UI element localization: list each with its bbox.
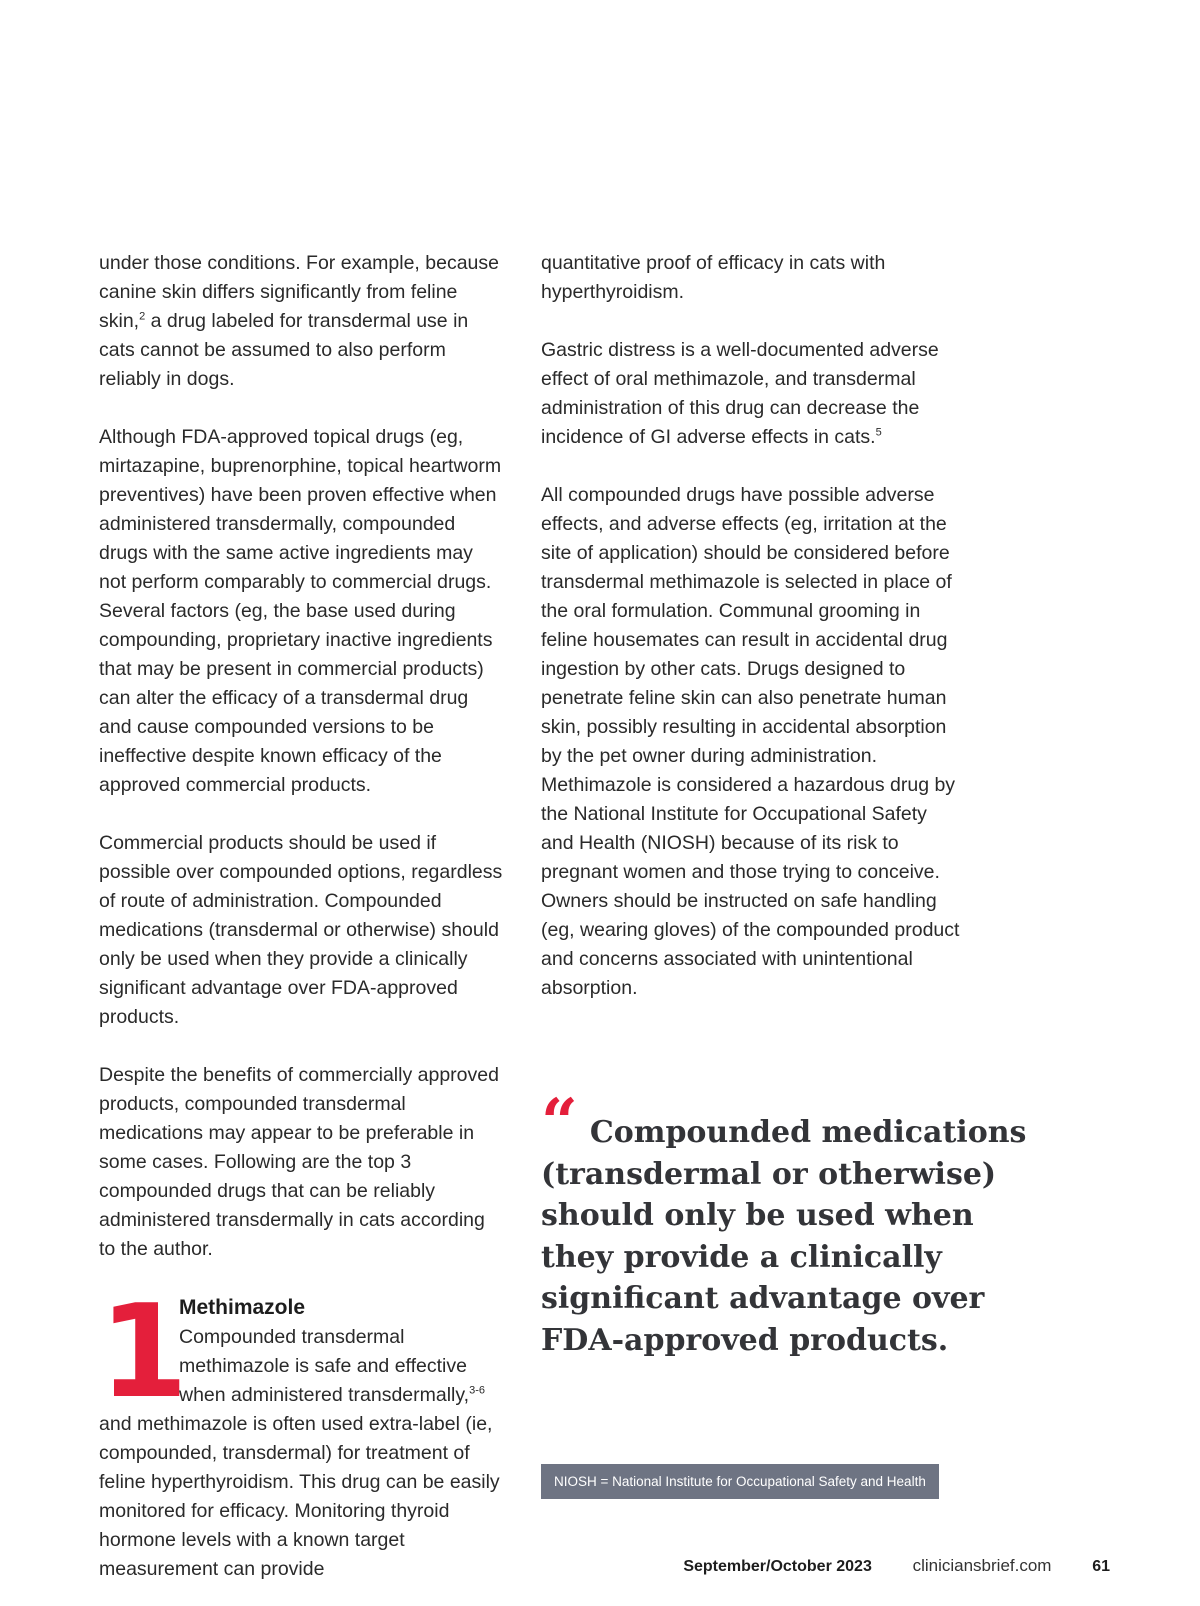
paragraph-text: a drug labeled for transdermal use in cats cannot be assumed to also perform reliably in dogs. (99, 310, 469, 390)
citation-superscript: 3-6 (469, 1384, 486, 1397)
page-number: 61 (1092, 1558, 1110, 1575)
citation-superscript: 2 (139, 310, 146, 323)
body-paragraph: Although FDA-approved topical drugs (eg, mirtazapine, buprenorphine, topical heartworm preventives) have been proven effective when administered transdermally, compounded drugs with the same active ingredients may not perform comparably to commercial drugs. Several factors (eg, the base used during compounding, proprietary inactive ingredients that may be present in commercial products) can alter the efficacy of a transdermal drug and cause compounded versions to be ineffective despite known efficacy of the approved commercial products. (99, 426, 502, 796)
pull-quote (541, 1085, 1041, 1361)
body-paragraph: quantitative proof of efficacy in cats with hyperthyroidism. (541, 252, 886, 303)
drug-text: and methimazole is often used extra-label (ie, compounded, transdermal) for treatment of feline hyperthyroidism. This drug can be easily monitored for efficacy. Monitoring thyroid hormone levels with a known target measurement can provide (99, 1413, 500, 1580)
body-paragraph (541, 336, 961, 452)
quote-mark-icon: “ (541, 1085, 578, 1160)
body-paragraph: Commercial products should be used if possible over compounded options, regardless of route of administration. Compounded medications (transdermal or otherwise) should only be used when they provide a clinically significant advantage over FDA-approved products. (99, 832, 503, 1028)
right-column (541, 249, 961, 1032)
paragraph-text: Gastric distress is a well-documented adverse effect of oral methimazole, and transdermal administration of this drug can decrease the incidence of GI adverse effects in cats. (541, 339, 939, 448)
page-footer (683, 1556, 1110, 1576)
paragraph-text: under those conditions. For example, because canine skin differs significantly from feline skin, (99, 252, 499, 332)
drug-title: Methimazole (179, 1296, 306, 1319)
drug-text: Compounded transdermal methimazole is safe and effective when administered transdermally, (179, 1326, 470, 1406)
body-paragraph (99, 249, 503, 394)
drug-number: 1 (99, 1278, 185, 1427)
abbreviation-box: NIOSH = National Institute for Occupational Safety and Health (541, 1464, 939, 1499)
drug-section-methimazole (99, 1278, 503, 1584)
footer-issue: September/October 2023 (683, 1558, 872, 1575)
body-paragraph: Despite the benefits of commercially approved products, compounded transdermal medications may appear to be preferable in some cases. Following are the top 3 compounded drugs that can be reliably administered transdermally in cats according to the author. (99, 1064, 499, 1260)
left-column (99, 249, 503, 1584)
pull-quote-text: Compounded medications (transdermal or otherwise) should only be used when they provide a clinically significant advantage over FDA-approved products. (541, 1115, 1027, 1358)
citation-superscript: 5 (875, 426, 882, 439)
footer-site[interactable]: cliniciansbrief.com (912, 1556, 1052, 1575)
body-paragraph: All compounded drugs have possible adverse effects, and adverse effects (eg, irritation at the site of application) should be considered before transdermal methimazole is selected in place of the oral formulation. Communal grooming in feline housemates can result in accidental drug ingestion by other cats. Drugs designed to penetrate feline skin can also penetrate human skin, possibly resulting in accidental absorption by the pet owner during administration. Methimazole is considered a hazardous drug by the National Institute for Occupational Safety and Health (NIOSH) because of its risk to pregnant women and those trying to conceive. Owners should be instructed on safe handling (eg, wearing gloves) of the compounded product and concerns associated with unintentional absorption. (541, 484, 960, 999)
